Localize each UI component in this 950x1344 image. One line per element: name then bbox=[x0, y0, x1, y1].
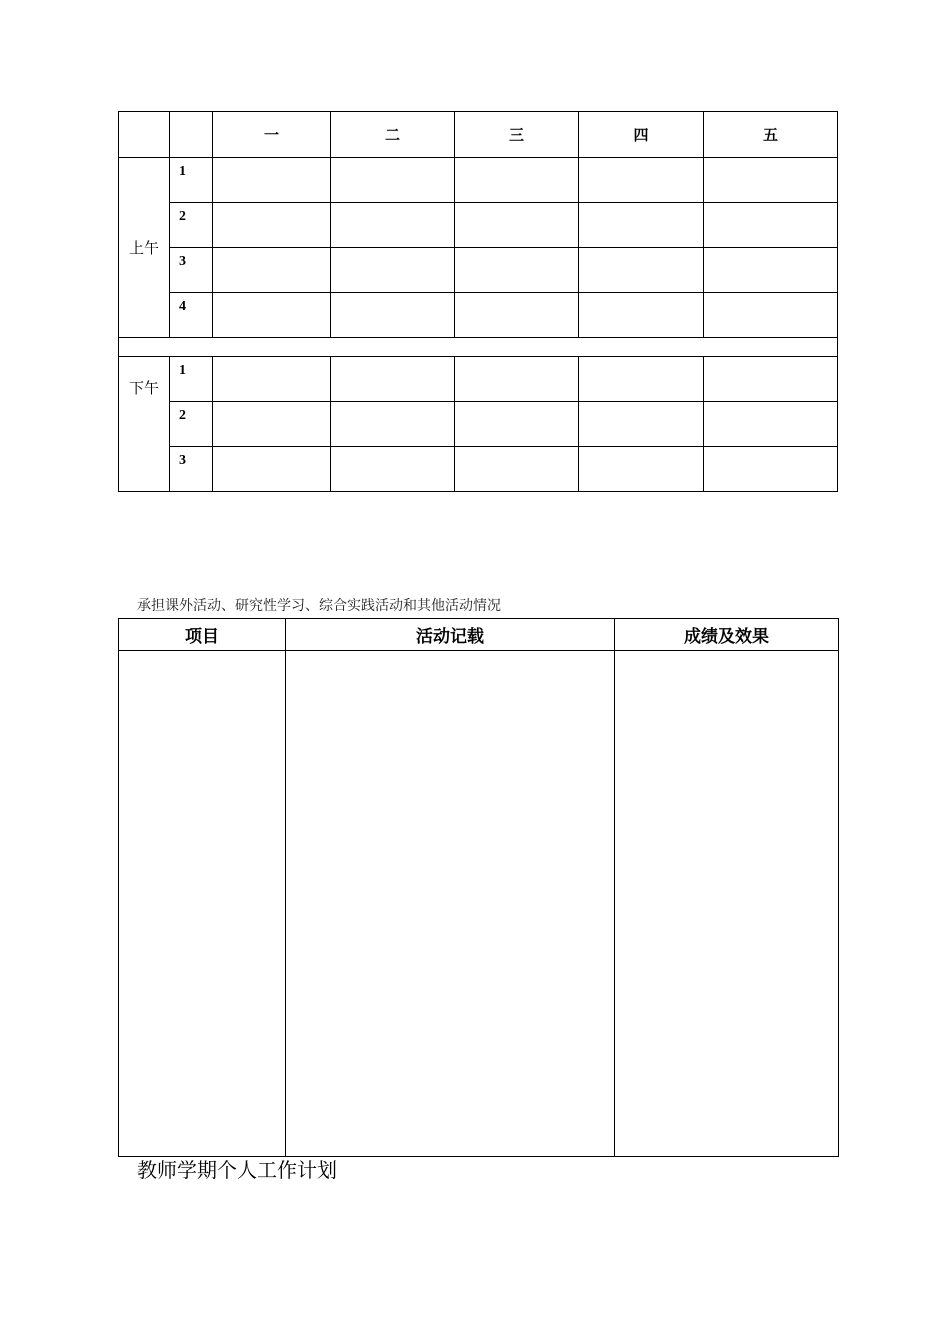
schedule-cell[interactable] bbox=[704, 447, 838, 492]
day-header: 五 bbox=[704, 112, 838, 158]
schedule-cell[interactable] bbox=[455, 293, 579, 338]
schedule-cell[interactable] bbox=[213, 293, 331, 338]
timetable-row bbox=[119, 447, 838, 492]
schedule-cell[interactable] bbox=[704, 402, 838, 447]
period-number: 1 bbox=[170, 158, 213, 203]
timetable-row bbox=[119, 357, 838, 402]
period-number: 3 bbox=[170, 248, 213, 293]
schedule-cell[interactable] bbox=[704, 203, 838, 248]
timetable-row bbox=[119, 158, 838, 203]
document-title: 教师学期个人工作计划 bbox=[137, 1158, 337, 1182]
schedule-cell[interactable] bbox=[331, 293, 455, 338]
period-number: 2 bbox=[170, 402, 213, 447]
schedule-cell[interactable] bbox=[455, 447, 579, 492]
schedule-cell[interactable] bbox=[704, 158, 838, 203]
timetable-row bbox=[119, 293, 838, 338]
results-cell[interactable] bbox=[615, 651, 839, 1157]
day-header: 一 bbox=[213, 112, 331, 158]
schedule-cell[interactable] bbox=[331, 248, 455, 293]
timetable-header-row bbox=[119, 112, 838, 158]
schedule-cell[interactable] bbox=[579, 447, 704, 492]
schedule-cell[interactable] bbox=[579, 158, 704, 203]
schedule-cell[interactable] bbox=[579, 357, 704, 402]
day-header: 二 bbox=[331, 112, 455, 158]
period-number: 1 bbox=[170, 357, 213, 402]
corner-cell bbox=[119, 112, 170, 158]
schedule-cell[interactable] bbox=[331, 357, 455, 402]
schedule-cell[interactable] bbox=[704, 293, 838, 338]
corner-cell bbox=[170, 112, 213, 158]
morning-label: 上午 bbox=[119, 158, 170, 338]
schedule-cell[interactable] bbox=[213, 402, 331, 447]
schedule-cell[interactable] bbox=[331, 402, 455, 447]
period-number: 2 bbox=[170, 203, 213, 248]
schedule-cell[interactable] bbox=[455, 203, 579, 248]
schedule-cell[interactable] bbox=[213, 158, 331, 203]
schedule-cell[interactable] bbox=[455, 158, 579, 203]
timetable-row bbox=[119, 203, 838, 248]
project-cell[interactable] bbox=[119, 651, 286, 1157]
schedule-cell[interactable] bbox=[579, 203, 704, 248]
schedule-cell[interactable] bbox=[455, 357, 579, 402]
schedule-cell[interactable] bbox=[579, 248, 704, 293]
schedule-cell[interactable] bbox=[704, 248, 838, 293]
schedule-cell[interactable] bbox=[213, 447, 331, 492]
schedule-cell[interactable] bbox=[213, 357, 331, 402]
schedule-cell[interactable] bbox=[455, 248, 579, 293]
schedule-cell[interactable] bbox=[579, 293, 704, 338]
column-header-project: 项目 bbox=[119, 619, 286, 651]
schedule-cell[interactable] bbox=[213, 248, 331, 293]
activities-header-row bbox=[119, 619, 839, 651]
afternoon-label: 下午 bbox=[119, 357, 170, 492]
period-number: 3 bbox=[170, 447, 213, 492]
break-cell bbox=[119, 338, 838, 357]
timetable-row bbox=[119, 248, 838, 293]
schedule-cell[interactable] bbox=[455, 402, 579, 447]
day-header: 三 bbox=[455, 112, 579, 158]
schedule-cell[interactable] bbox=[704, 357, 838, 402]
schedule-cell[interactable] bbox=[331, 447, 455, 492]
break-row bbox=[119, 338, 838, 357]
schedule-cell[interactable] bbox=[213, 203, 331, 248]
timetable bbox=[118, 111, 838, 492]
day-header: 四 bbox=[579, 112, 704, 158]
schedule-cell[interactable] bbox=[331, 203, 455, 248]
activities-body-row bbox=[119, 651, 839, 1157]
timetable-row bbox=[119, 402, 838, 447]
schedule-cell[interactable] bbox=[331, 158, 455, 203]
column-header-record: 活动记载 bbox=[286, 619, 615, 651]
schedule-cell[interactable] bbox=[579, 402, 704, 447]
record-cell[interactable] bbox=[286, 651, 615, 1157]
activities-table bbox=[118, 618, 839, 1157]
period-number: 4 bbox=[170, 293, 213, 338]
activities-caption: 承担课外活动、研究性学习、综合实践活动和其他活动情况 bbox=[137, 598, 501, 614]
column-header-results: 成绩及效果 bbox=[615, 619, 839, 651]
